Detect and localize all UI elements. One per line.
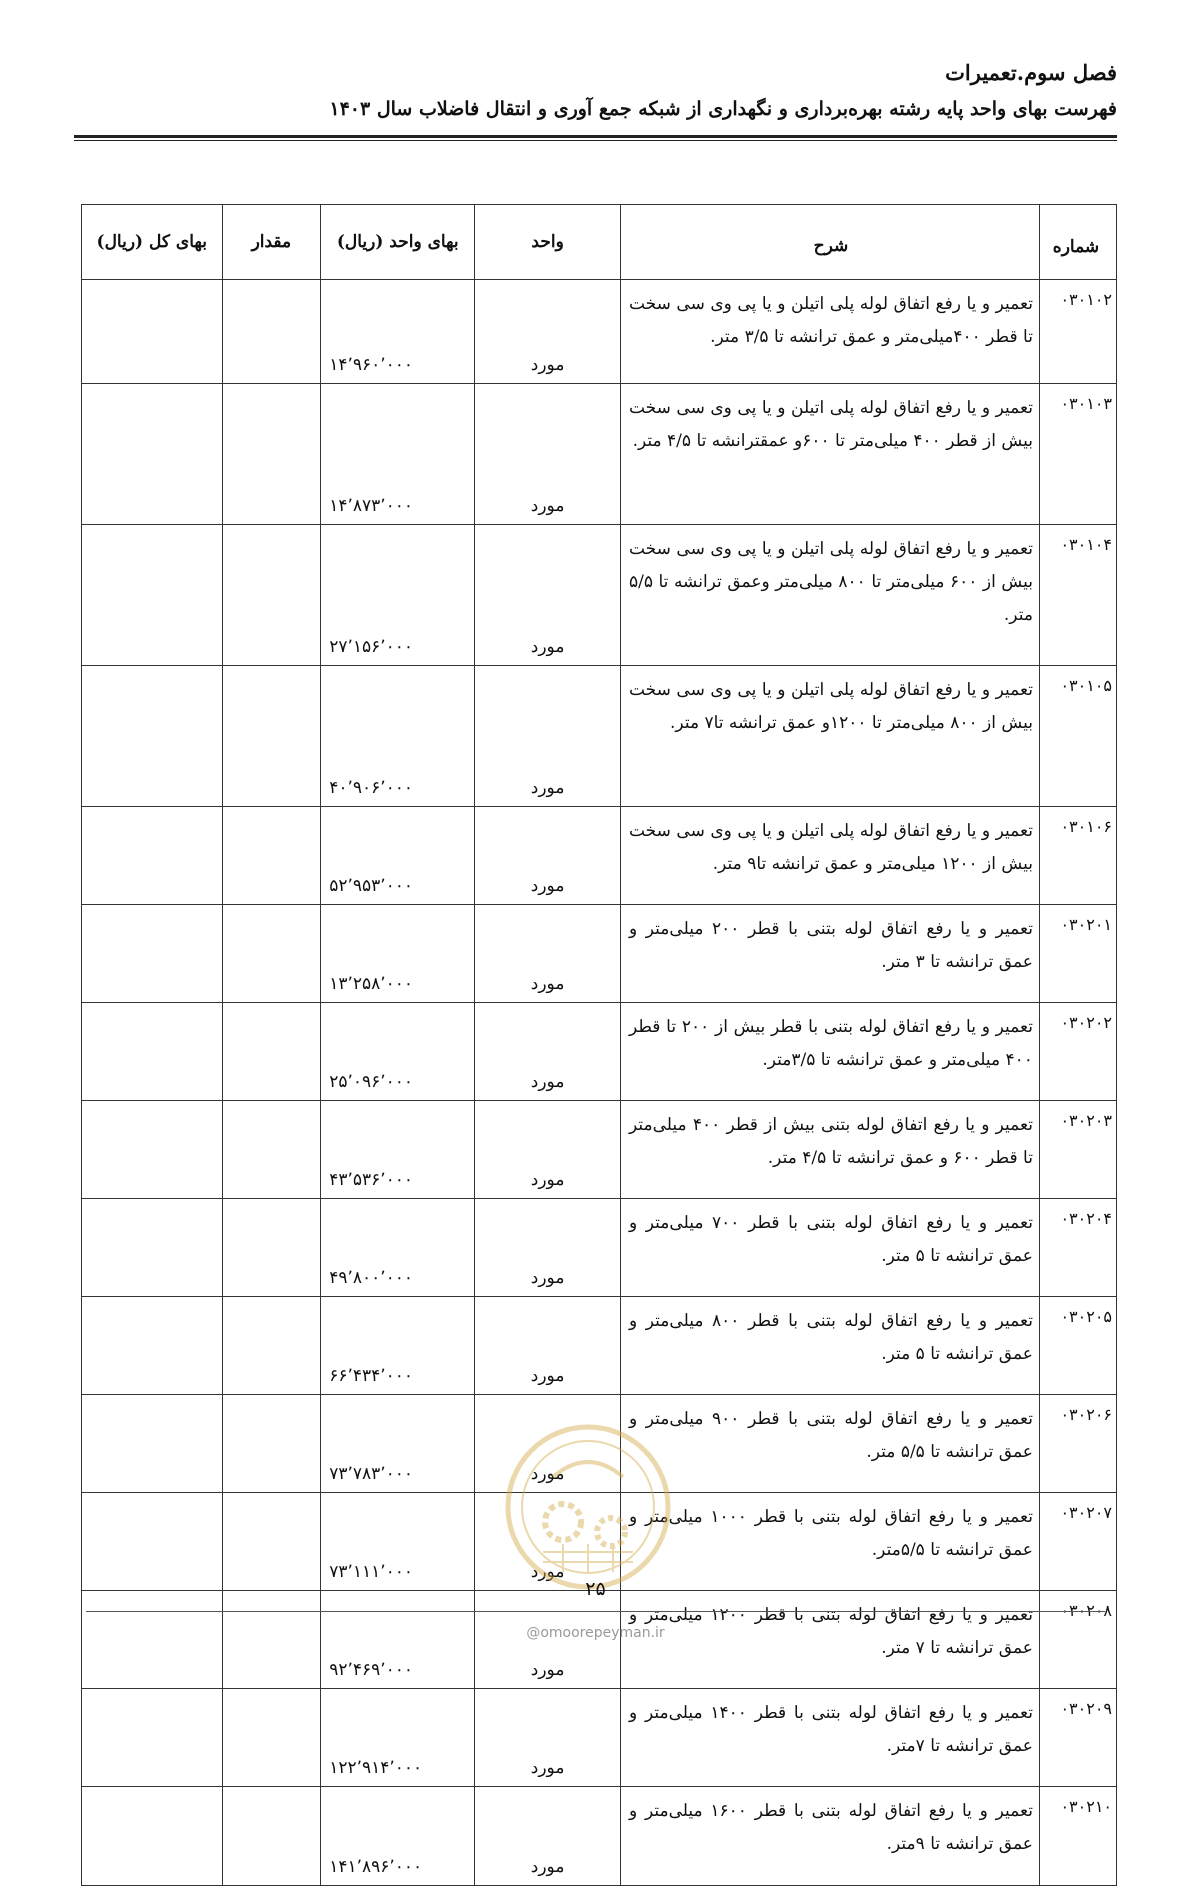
item-quantity (222, 1199, 321, 1297)
item-quantity (222, 1493, 321, 1591)
item-unit-price: ۴۰٬۹۰۶٬۰۰۰ (321, 666, 475, 807)
item-unit-price: ۱۴۱٬۸۹۶٬۰۰۰ (321, 1787, 475, 1886)
col-header-number: شماره (1039, 205, 1116, 280)
item-number: ۰۳۰۲۰۱ (1039, 905, 1116, 1003)
header-rule-thick (74, 135, 1117, 138)
item-unit-price: ۴۳٬۵۳۶٬۰۰۰ (321, 1101, 475, 1199)
table-row (82, 280, 1117, 384)
item-description: تعمیر و یا رفع اتفاق لوله پلی اتیلن و یا پی وی سی سخت بیش از ۱۲۰۰ میلی‌متر و عمق ترانشه تا۹ متر. (620, 807, 1039, 905)
item-unit-price: ۲۵٬۰۹۶٬۰۰۰ (321, 1003, 475, 1101)
item-total-price (82, 1787, 223, 1886)
item-unit-price: ۹۲٬۴۶۹٬۰۰۰ (321, 1591, 475, 1689)
item-description: تعمیر و یا رفع اتفاق لوله پلی اتیلن و یا پی وی سی سخت بیش از ۶۰۰ میلی‌متر تا ۸۰۰ میلی‌متر وعمق ترانشه تا ۵/۵ متر. (620, 525, 1039, 666)
item-unit: مورد (475, 525, 621, 666)
item-description: تعمیر و یا رفع اتفاق لوله بتنی با قطر ۹۰۰ میلی‌متر و عمق ترانشه تا ۵/۵ متر. (620, 1395, 1039, 1493)
item-total-price (82, 1003, 223, 1101)
table-row (82, 807, 1117, 905)
item-total-price (82, 1297, 223, 1395)
footer-rule (86, 1611, 1105, 1612)
item-unit: مورد (475, 384, 621, 525)
item-quantity (222, 280, 321, 384)
watermark-seal (503, 1422, 673, 1592)
item-quantity (222, 1003, 321, 1101)
item-quantity (222, 1297, 321, 1395)
item-total-price (82, 1689, 223, 1787)
table-row (82, 525, 1117, 666)
item-unit: مورد (475, 1297, 621, 1395)
item-unit: مورد (475, 1689, 621, 1787)
col-header-unit: واحد (475, 205, 621, 280)
item-quantity (222, 905, 321, 1003)
item-description: تعمیر و یا رفع اتفاق لوله بتنی با قطر ۱۶۰۰ میلی‌متر و عمق ترانشه تا ۹متر. (620, 1787, 1039, 1886)
item-quantity (222, 807, 321, 905)
item-number: ۰۳۰۱۰۳ (1039, 384, 1116, 525)
page-header (74, 58, 1117, 124)
table-row (82, 1297, 1117, 1395)
item-unit-price: ۷۳٬۷۸۳٬۰۰۰ (321, 1395, 475, 1493)
item-total-price (82, 384, 223, 525)
item-total-price (82, 905, 223, 1003)
item-description: تعمیر و یا رفع اتفاق لوله بتنی با قطر بیش از ۲۰۰ تا قطر ۴۰۰ میلی‌متر و عمق ترانشه تا ۳/۵متر. (620, 1003, 1039, 1101)
col-header-quantity: مقدار (222, 205, 321, 280)
item-unit: مورد (475, 1101, 621, 1199)
item-number: ۰۳۰۲۰۸ (1039, 1591, 1116, 1689)
item-quantity (222, 1689, 321, 1787)
item-unit: مورد (475, 1493, 621, 1591)
website-watermark: @omoorepeyman.ir (526, 1625, 665, 1641)
item-number: ۰۳۰۲۰۲ (1039, 1003, 1116, 1101)
item-total-price (82, 1493, 223, 1591)
item-number: ۰۳۰۱۰۴ (1039, 525, 1116, 666)
item-number: ۰۳۰۲۰۵ (1039, 1297, 1116, 1395)
table-row (82, 384, 1117, 525)
header-rule-thin (74, 140, 1117, 141)
item-total-price (82, 807, 223, 905)
item-description: تعمیر و یا رفع اتفاق لوله پلی اتیلن و یا پی وی سی سخت تا قطر ۴۰۰میلی‌متر و عمق ترانشه تا ۳/۵ متر. (620, 280, 1039, 384)
col-header-total: بهای کل (ریال) (82, 205, 223, 280)
item-description: تعمیر و یا رفع اتفاق لوله بتنی با قطر ۱۲۰۰ میلی‌متر و عمق ترانشه تا ۷ متر. (620, 1591, 1039, 1689)
chapter-title: فصل سوم.تعمیرات (945, 60, 1117, 85)
item-total-price (82, 280, 223, 384)
item-unit-price: ۲۷٬۱۵۶٬۰۰۰ (321, 525, 475, 666)
item-number: ۰۳۰۲۰۶ (1039, 1395, 1116, 1493)
table-row (82, 1199, 1117, 1297)
item-quantity (222, 384, 321, 525)
item-unit-price: ۴۹٬۸۰۰٬۰۰۰ (321, 1199, 475, 1297)
item-total-price (82, 666, 223, 807)
item-number: ۰۳۰۲۰۳ (1039, 1101, 1116, 1199)
item-description: تعمیر و یا رفع اتفاق لوله بتنی بیش از قطر ۴۰۰ میلی‌متر تا قطر ۶۰۰ و عمق ترانشه تا ۴/۵ متر. (620, 1101, 1039, 1199)
col-header-unit-price: بهای واحد (ریال) (321, 205, 475, 280)
item-description: تعمیر و یا رفع اتفاق لوله بتنی با قطر ۸۰۰ میلی‌متر و عمق ترانشه تا ۵ متر. (620, 1297, 1039, 1395)
table-row (82, 666, 1117, 807)
item-unit-price: ۱۴٬۸۷۳٬۰۰۰ (321, 384, 475, 525)
item-unit-price: ۵۲٬۹۵۳٬۰۰۰ (321, 807, 475, 905)
item-quantity (222, 1101, 321, 1199)
item-unit: مورد (475, 1003, 621, 1101)
item-total-price (82, 525, 223, 666)
item-number: ۰۳۰۲۰۹ (1039, 1689, 1116, 1787)
item-number: ۰۳۰۲۰۷ (1039, 1493, 1116, 1591)
item-unit: مورد (475, 280, 621, 384)
item-unit-price: ۱۳٬۲۵۸٬۰۰۰ (321, 905, 475, 1003)
item-unit-price: ۷۳٬۱۱۱٬۰۰۰ (321, 1493, 475, 1591)
item-description: تعمیر و یا رفع اتفاق لوله پلی اتیلن و یا پی وی سی سخت بیش از ۸۰۰ میلی‌متر تا ۱۲۰۰و عمق ترانشه تا۷ متر. (620, 666, 1039, 807)
item-total-price (82, 1199, 223, 1297)
item-number: ۰۳۰۱۰۲ (1039, 280, 1116, 384)
item-description: تعمیر و یا رفع اتفاق لوله پلی اتیلن و یا پی وی سی سخت بیش از قطر ۴۰۰ میلی‌متر تا ۶۰۰و عمقترانشه تا ۴/۵ متر. (620, 384, 1039, 525)
item-description: تعمیر و یا رفع اتفاق لوله بتنی با قطر ۷۰۰ میلی‌متر و عمق ترانشه تا ۵ متر. (620, 1199, 1039, 1297)
table-header-row (82, 205, 1117, 280)
item-unit-price: ۶۶٬۴۳۴٬۰۰۰ (321, 1297, 475, 1395)
item-number: ۰۳۰۱۰۶ (1039, 807, 1116, 905)
table-row (82, 1787, 1117, 1886)
item-number: ۰۳۰۲۱۰ (1039, 1787, 1116, 1886)
page-number: ۲۵ (585, 1578, 606, 1600)
item-unit: مورد (475, 905, 621, 1003)
item-number: ۰۳۰۱۰۵ (1039, 666, 1116, 807)
item-quantity (222, 525, 321, 666)
item-description: تعمیر و یا رفع اتفاق لوله بتنی با قطر ۱۴۰۰ میلی‌متر و عمق ترانشه تا ۷متر. (620, 1689, 1039, 1787)
table-row (82, 1003, 1117, 1101)
item-unit: مورد (475, 1199, 621, 1297)
item-unit-price: ۱۴٬۹۶۰٬۰۰۰ (321, 280, 475, 384)
item-unit: مورد (475, 1787, 621, 1886)
item-number: ۰۳۰۲۰۴ (1039, 1199, 1116, 1297)
item-total-price (82, 1395, 223, 1493)
item-quantity (222, 1787, 321, 1886)
item-unit-price: ۱۲۲٬۹۱۴٬۰۰۰ (321, 1689, 475, 1787)
item-description: تعمیر و یا رفع اتفاق لوله بتنی با قطر ۱۰۰۰ میلی‌متر و عمق ترانشه تا ۵/۵متر. (620, 1493, 1039, 1591)
table-row (82, 1689, 1117, 1787)
table-row (82, 905, 1117, 1003)
item-quantity (222, 666, 321, 807)
table-row (82, 1101, 1117, 1199)
document-title: فهرست بهای واحد پایه رشته بهره‌برداری و نگهداری از شبکه جمع آوری و انتقال فاضلاب سال ۱۴۰۳ (329, 98, 1117, 120)
item-unit: مورد (475, 666, 621, 807)
item-unit: مورد (475, 1591, 621, 1689)
item-total-price (82, 1101, 223, 1199)
col-header-description: شرح (620, 205, 1039, 280)
item-unit: مورد (475, 807, 621, 905)
item-quantity (222, 1395, 321, 1493)
item-unit: مورد (475, 1395, 621, 1493)
item-description: تعمیر و یا رفع اتفاق لوله بتنی با قطر ۲۰۰ میلی‌متر و عمق ترانشه تا ۳ متر. (620, 905, 1039, 1003)
